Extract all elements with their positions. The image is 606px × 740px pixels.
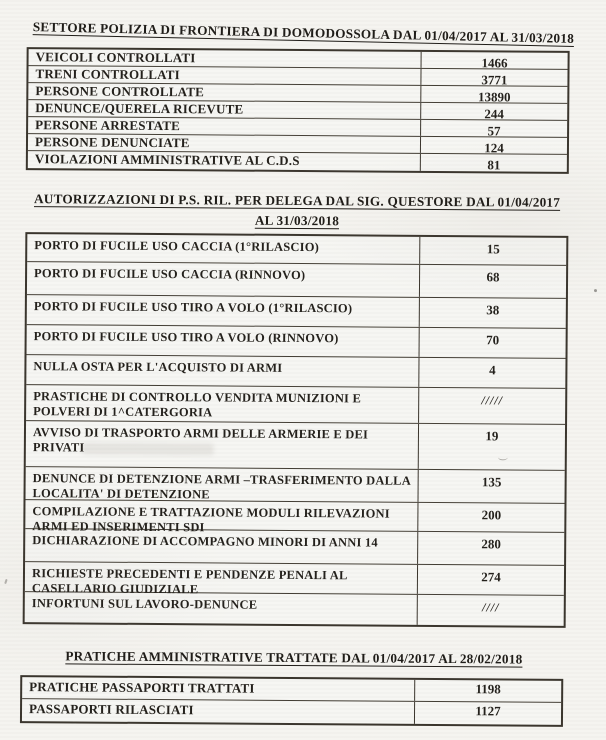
row-value [421,120,567,137]
row-label: NULLA OSTA PER L'ACQUISTO DI ARMI [26,355,419,387]
row-value-text: 81 [487,157,501,173]
row-value-text: 3771 [481,72,508,88]
frontier-sector-title [33,19,598,47]
authorizations-title [25,189,568,232]
row-value [415,702,561,725]
row-label: COMPILAZIONE E TRATTAZIONE MODULI RILEVAZIONI ARMI ED INSERIMENTI SDI [25,500,418,531]
row-label: PORTO DI FUCILE USO TIRO A VOLO (1°RILASCIO) [27,295,420,327]
row-value [419,388,565,424]
row-value [420,298,566,328]
table-row [22,699,561,725]
table-row [27,295,566,329]
scan-dot-artifact [594,289,597,292]
table-row [26,385,565,425]
row-label: PORTO DI FUCILE USO CACCIA (RINNOVO) [27,262,420,297]
scan-curve-artifact [498,453,508,460]
row-label: AVVISO DI TRASPORTO ARMI DELLE ARMERIE E DEI PRIVATI [26,421,419,469]
row-value [418,503,564,532]
row-label: DICHIARAZIONE DI ACCOMPAGNO MINORI DI ANNI 14 [25,529,418,564]
row-label: PORTO DI FUCILE USO TIRO A VOLO (RINNOVO) [27,325,420,357]
authorizations-title-line2: AL 31/03/2018 [254,212,340,228]
table-row [26,355,565,389]
row-label: PORTO DI FUCILE USO CACCIA (1°RILASCIO) [27,234,420,264]
row-label: PRATICHE PASSAPORTI TRATTATI [22,677,415,701]
row-label: DENUNCE/QUERELA RICEVUTE [28,100,421,119]
row-label: INFORTUNI SUL LAVORO-DENUNCE [25,592,418,625]
table-row [27,234,566,266]
row-label: PASSAPORTI RILASCIATI [22,699,415,724]
table-row [26,467,565,504]
table-row [25,592,564,626]
row-label: VEICOLI CONTROLLATI [29,49,422,68]
row-value-text: ///// [481,393,504,408]
row-value-text: 15 [486,241,500,257]
row-value-text: 57 [487,123,501,139]
row-label: PRASTICHE DI CONTROLLO VENDITA MUNIZIONI E POLVERI DI 1^CATERGORIA [26,385,419,423]
administrative-practices-table [20,675,563,727]
scan-tick-artifact [4,579,7,584]
row-value-text: 135 [481,474,502,490]
table-row [26,421,565,471]
row-value [421,86,567,103]
row-label: PERSONE ARRESTATE [28,117,421,136]
row-value [418,595,564,626]
row-value [415,680,561,702]
row-value-text: 274 [481,569,501,585]
row-value-text: 4 [489,362,496,378]
table-row [25,529,564,566]
row-value [418,470,564,503]
row-value-text: 280 [481,536,502,552]
authorizations-table [23,232,569,628]
row-value [419,424,565,470]
row-label: VIOLAZIONI AMMINISTRATIVE AL C.D.S [28,151,421,171]
row-value-text: 1466 [481,55,508,71]
row-value [422,52,568,69]
row-value-text: 68 [486,269,500,285]
table-row [27,325,566,359]
row-value-text: //// [482,600,500,615]
row-value-text: 19 [485,428,499,444]
row-value-text: 124 [484,140,504,156]
frontier-sector-table [26,47,570,174]
authorizations-title-line1: AUTORIZZAZIONI DI P.S. RIL. PER DELEGA DAL SIG. QUESTORE DAL 01/04/2017 [34,191,561,210]
row-value [420,237,566,265]
row-label: DENUNCE DI DETENZIONE ARMI –TRASFERIMENTO DALLA LOCALITA' DI DETENZIONE [26,467,419,502]
row-value-text: 1127 [475,703,501,719]
row-value-text: 38 [486,302,500,318]
row-value [419,358,565,388]
row-value [421,137,567,154]
administrative-practices-title-text: PRATICHE AMMINISTRATIVE TRATTATE DAL 01/04/2017 AL 28/02/2018 [65,648,523,667]
row-value [418,565,564,595]
row-value-text: 244 [484,106,505,122]
row-label: PERSONE CONTROLLATE [28,83,421,102]
table-row [25,562,564,596]
administrative-practices-title [22,648,565,668]
row-value [420,328,566,358]
row-value [421,103,567,120]
row-value [420,265,566,298]
row-value-text: 1198 [475,681,501,697]
row-value [418,532,564,565]
row-value [421,154,567,172]
row-value [421,69,567,86]
row-label: PERSONE DENUNCIATE [28,134,421,153]
frontier-sector-title-text: SETTORE POLIZIA DI FRONTIERA DI DOMODOSSOLA DAL 01/04/2017 AL 31/03/2018 [32,19,575,46]
row-value-text: 200 [481,507,502,523]
table-row [27,262,566,299]
row-label: RICHIESTE PRECEDENTI E PENDENZE PENALI AL CASELLARIO GIUDIZIALE [25,562,418,594]
row-value-text: 13890 [478,89,511,105]
row-value-text: 70 [486,332,500,348]
row-label: TRENI CONTROLLATI [28,66,421,85]
table-row [25,500,564,533]
